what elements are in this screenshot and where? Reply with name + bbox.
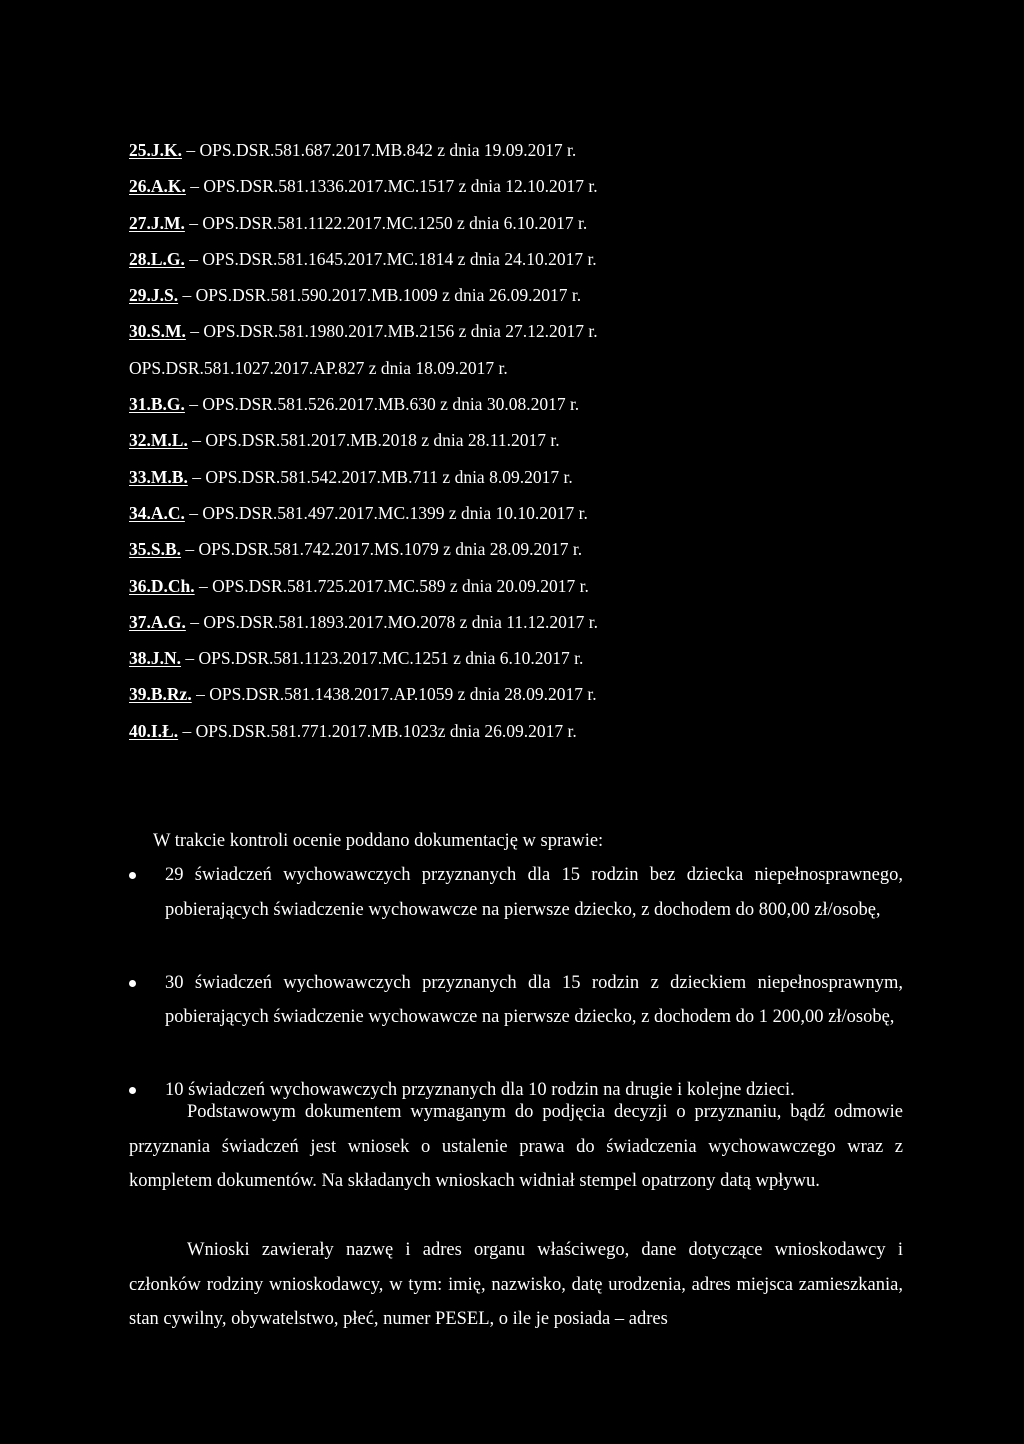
case-code: 37.A.G. xyxy=(129,611,186,632)
case-reference: – OPS.DSR.581.1645.2017.MC.1814 z dnia 24.10.2017 r. xyxy=(184,248,597,269)
case-entry xyxy=(129,713,909,749)
list-item-text: 30 świadczeń wychowawczych przyznanych dla 15 rodzin z dzieckiem niepełnosprawnym, pobierających świadczenie wychowawcze na pierwsze dziecko, z dochodem do 1 200,00 zł/osobę, xyxy=(165,972,903,1027)
case-entry xyxy=(129,241,909,277)
bullet-icon xyxy=(129,1087,136,1094)
case-entry xyxy=(129,640,909,676)
case-entry xyxy=(129,350,909,386)
case-entry xyxy=(129,495,909,531)
body-paragraph: Podstawowym dokumentem wymaganym do podjęcia decyzji o przyznaniu, bądź odmowie przyznania świadczeń jest wniosek o ustalenie prawa do świadczenia wychowawczego wraz z kompletem dokumentów. Na składanych wnioskach widniał stempel opatrzony datą wpływu. xyxy=(129,1102,903,1191)
case-code: 35.S.B. xyxy=(129,539,182,560)
case-entry xyxy=(129,422,909,458)
case-reference: – OPS.DSR.581.590.2017.MB.1009 z dnia 26.09.2017 r. xyxy=(178,285,582,306)
case-entry xyxy=(129,132,909,168)
case-code: 27.J.M. xyxy=(129,212,185,233)
case-entry xyxy=(129,568,909,604)
case-code: 38.J.N. xyxy=(129,648,182,669)
case-reference: – OPS.DSR.581.1336.2017.MC.1517 z dnia 12.10.2017 r. xyxy=(185,176,598,197)
case-reference: – OPS.DSR.581.1438.2017.AP.1059 z dnia 28.09.2017 r. xyxy=(191,684,597,705)
case-reference: – OPS.DSR.581.771.2017.MB.1023z dnia 26.09.2017 r. xyxy=(178,720,577,741)
case-code: 32.M.L. xyxy=(129,430,188,451)
case-entry xyxy=(129,386,909,422)
case-code: 34.A.C. xyxy=(129,502,185,523)
case-reference: – OPS.DSR.581.1893.2017.MO.2078 z dnia 11.12.2017 r. xyxy=(185,611,598,632)
case-reference: – OPS.DSR.581.497.2017.MC.1399 z dnia 10.10.2017 r. xyxy=(184,502,588,523)
case-reference: – OPS.DSR.581.526.2017.MB.630 z dnia 30.08.2017 r. xyxy=(184,394,580,415)
list-item-text: 29 świadczeń wychowawczych przyznanych dla 15 rodzin bez dziecka niepełnosprawnego, pobierających świadczenie wychowawcze na pierwsze dziecko, z dochodem do 800,00 zł/osobę, xyxy=(165,865,903,920)
case-entry xyxy=(129,277,909,313)
list-item xyxy=(129,858,903,962)
case-reference: – OPS.DSR.581.1122.2017.MC.1250 z dnia 6.10.2017 r. xyxy=(184,212,588,233)
case-code: 33.M.B. xyxy=(129,466,188,487)
bullet-icon xyxy=(129,980,136,987)
bullet-list xyxy=(129,858,903,1108)
case-code: 36.D.Ch. xyxy=(129,575,195,596)
case-code: 28.L.G. xyxy=(129,248,185,269)
case-reference: – OPS.DSR.581.2017.MB.2018 z dnia 28.11.2017 r. xyxy=(187,430,560,451)
case-reference: – OPS.DSR.581.1123.2017.MC.1251 z dnia 6.10.2017 r. xyxy=(181,648,584,669)
case-reference: OPS.DSR.581.1027.2017.AP.827 z dnia 18.09.2017 r. xyxy=(129,357,508,378)
case-entry xyxy=(129,313,909,349)
case-code: 26.A.K. xyxy=(129,176,186,197)
case-code: 31.B.G. xyxy=(129,394,185,415)
case-entry xyxy=(129,604,909,640)
case-code: 29.J.S. xyxy=(129,285,179,306)
case-reference: – OPS.DSR.581.542.2017.MB.711 z dnia 8.09.2017 r. xyxy=(187,466,573,487)
case-code: 39.B.Rz. xyxy=(129,684,192,705)
intro-sentence: W trakcie kontroli ocenie poddano dokumentację w sprawie: xyxy=(153,831,604,851)
case-reference: – OPS.DSR.581.687.2017.MB.842 z dnia 19.09.2017 r. xyxy=(182,140,577,160)
case-reference: – OPS.DSR.581.742.2017.MS.1079 z dnia 28.09.2017 r. xyxy=(181,539,583,560)
case-entry xyxy=(129,459,909,495)
case-code: 40.I.Ł. xyxy=(129,720,179,741)
case-entry xyxy=(129,676,909,712)
list-item-text: 10 świadczeń wychowawczych przyznanych dla 10 rodzin na drugie i kolejne dzieci. xyxy=(165,1080,795,1100)
case-code: 25.J.K. xyxy=(129,140,182,160)
case-entry xyxy=(129,205,909,241)
case-code: 30.S.M. xyxy=(129,321,186,342)
case-reference: – OPS.DSR.581.1980.2017.MB.2156 z dnia 27.12.2017 r. xyxy=(185,321,598,342)
body-paragraph: Wnioski zawierały nazwę i adres organu właściwego, dane dotyczące wnioskodawcy i członków rodziny wnioskodawcy, w tym: imię, nazwisko, datę urodzenia, adres miejsca zamieszkania, stan cywilny, obywatelstwo, płeć, numer PESEL, o ile je posiada – adres xyxy=(129,1240,903,1329)
case-entry xyxy=(129,168,909,204)
case-reference: – OPS.DSR.581.725.2017.MC.589 z dnia 20.09.2017 r. xyxy=(194,575,589,596)
bullet-icon xyxy=(129,872,136,879)
case-list xyxy=(129,132,909,749)
list-item xyxy=(129,966,903,1070)
case-entry xyxy=(129,531,909,567)
